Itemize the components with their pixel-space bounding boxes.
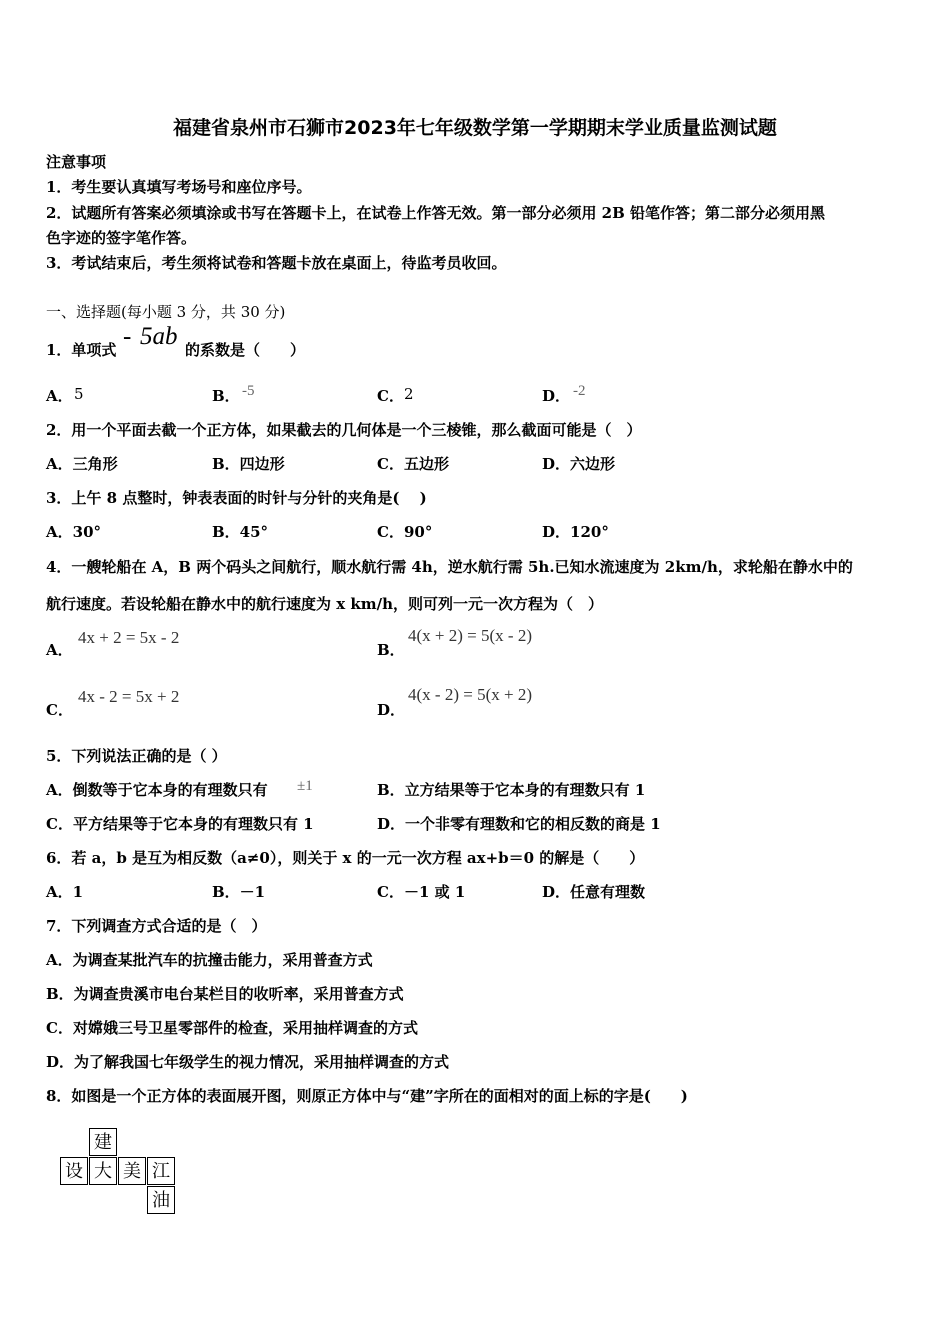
q1-option-c-label: C． bbox=[377, 387, 404, 405]
net-face-bottom: 油 bbox=[147, 1186, 175, 1214]
q1-math-expr: 5ab bbox=[140, 323, 178, 350]
q6-option-b: B．－1 bbox=[212, 883, 266, 901]
q3-stem: 3．上午 8 点整时，钟表表面的时针与分针的夹角是( ) bbox=[46, 489, 427, 507]
q7-option-a: A．为调查某批汽车的抗撞击能力，采用普查方式 bbox=[46, 951, 373, 969]
q2-stem: 2．用一个平面去截一个正方体，如果截去的几何体是一个三棱锥，那么截面可能是（ ） bbox=[46, 421, 642, 439]
q1-option-a-label: A． bbox=[46, 387, 73, 405]
q4-option-d-label: D． bbox=[377, 701, 406, 719]
q6-option-a: A．1 bbox=[46, 883, 84, 901]
q5-option-a: A．倒数等于它本身的有理数只有 bbox=[46, 781, 268, 799]
q7-option-d: D．为了解我国七年级学生的视力情况，采用抽样调查的方式 bbox=[46, 1053, 450, 1071]
notice-heading: 注意事项 bbox=[46, 153, 107, 171]
q5-option-b: B．立方结果等于它本身的有理数只有 1 bbox=[377, 781, 646, 799]
q1-option-c: 2 bbox=[404, 385, 414, 403]
q4-option-b: 4(x + 2) = 5(x - 2) bbox=[408, 626, 532, 645]
notice-item-3: 3．考试结束后，考生须将试卷和答题卡放在桌面上，待监考员收回。 bbox=[46, 254, 507, 272]
q1-option-a: 5 bbox=[74, 385, 84, 403]
q4-stem-line1: 4．一艘轮船在 A，B 两个码头之间航行，顺水航行需 4h，逆水航行需 5h.已知水流速度为 2km/h，求轮船在静水中的 bbox=[46, 558, 853, 576]
net-face-row-1: 设 bbox=[60, 1157, 88, 1185]
q1-prefix: 1．单项式 bbox=[46, 341, 117, 359]
q1-option-d: -2 bbox=[573, 383, 586, 399]
q2-option-a: A．三角形 bbox=[46, 455, 118, 473]
q1-option-d-label: D． bbox=[542, 387, 571, 405]
q7-option-b: B．为调查贵溪市电台某栏目的收听率，采用普查方式 bbox=[46, 985, 404, 1003]
q3-option-d: D．120° bbox=[542, 523, 609, 541]
net-face-row-4: 江 bbox=[147, 1157, 175, 1185]
q3-option-a: A．30° bbox=[46, 523, 102, 541]
net-face-top: 建 bbox=[89, 1128, 117, 1156]
q3-option-c: C．90° bbox=[377, 523, 433, 541]
q4-stem-line2: 航行速度。若设轮船在静水中的航行速度为 x km/h，则可列一元一次方程为（ ） bbox=[46, 595, 604, 613]
q1-suffix: 的系数是（ ） bbox=[185, 341, 306, 359]
q6-option-d: D．任意有理数 bbox=[542, 883, 646, 901]
q5-option-a-math: ±1 bbox=[297, 778, 313, 794]
notice-item-1: 1．考生要认真填写考场号和座位序号。 bbox=[46, 178, 312, 196]
q5-stem: 5．下列说法正确的是（ ） bbox=[46, 747, 227, 765]
q5-option-d: D．一个非零有理数和它的相反数的商是 1 bbox=[377, 815, 661, 833]
q6-stem: 6．若 a，b 是互为相反数（a≠0），则关于 x 的一元一次方程 ax+b＝0 的解是（ ） bbox=[46, 849, 645, 867]
section-heading: 一、选择题(每小题 3 分，共 30 分) bbox=[46, 303, 286, 321]
q4-option-c: 4x - 2 = 5x + 2 bbox=[78, 687, 180, 706]
q4-option-d: 4(x - 2) = 5(x + 2) bbox=[408, 685, 532, 704]
q2-option-c: C．五边形 bbox=[377, 455, 449, 473]
q8-stem: 8．如图是一个正方体的表面展开图，则原正方体中与“建”字所在的面相对的面上标的字是( ) bbox=[46, 1087, 688, 1105]
page-title: 福建省泉州市石狮市2023年七年级数学第一学期期末学业质量监测试题 bbox=[173, 117, 777, 139]
q3-option-b: B．45° bbox=[212, 523, 269, 541]
notice-item-2-cont: 色字迹的签字笔作答。 bbox=[46, 229, 197, 247]
q4-option-a-label: A． bbox=[46, 641, 73, 659]
q4-option-c-label: C． bbox=[46, 701, 73, 719]
q2-option-b: B．四边形 bbox=[212, 455, 285, 473]
notice-item-2: 2．试题所有答案必须填涂或书写在答题卡上，在试卷上作答无效。第一部分必须用 2B 铅笔作答；第二部分必须用黑 bbox=[46, 204, 826, 222]
q1-option-b: -5 bbox=[242, 383, 255, 399]
q1-math-minus: - bbox=[123, 323, 132, 350]
q4-option-a: 4x + 2 = 5x - 2 bbox=[78, 628, 180, 647]
q6-option-c: C．－1 或 1 bbox=[377, 883, 466, 901]
q4-option-b-label: B． bbox=[377, 641, 405, 659]
q7-stem: 7．下列调查方式合适的是（ ） bbox=[46, 917, 267, 935]
q2-option-d: D．六边形 bbox=[542, 455, 616, 473]
net-face-row-2: 大 bbox=[89, 1157, 117, 1185]
q5-option-c: C．平方结果等于它本身的有理数只有 1 bbox=[46, 815, 314, 833]
q7-option-c: C．对嫦娥三号卫星零部件的检查，采用抽样调查的方式 bbox=[46, 1019, 418, 1037]
net-face-row-3: 美 bbox=[118, 1157, 146, 1185]
q1-option-b-label: B． bbox=[212, 387, 240, 405]
